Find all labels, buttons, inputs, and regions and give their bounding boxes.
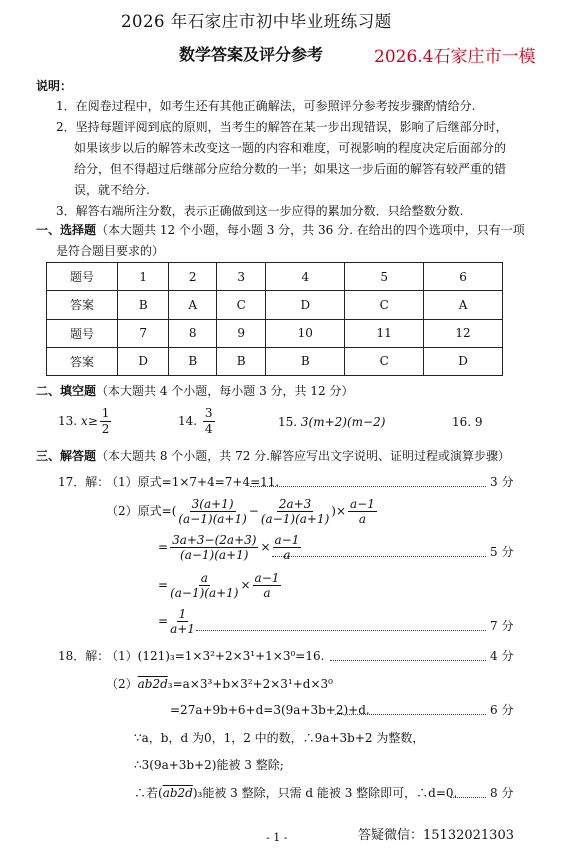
table-cell: D [424, 347, 503, 375]
answer-14 [178, 406, 217, 437]
table-cell: 11 [345, 319, 424, 347]
section1-desc2: 是符合题目要求的） [56, 244, 165, 258]
q17-step4-frac [170, 606, 195, 637]
q17-score3: 7 分 [490, 619, 514, 633]
table-row [47, 263, 503, 291]
q17-eq: = [158, 614, 169, 628]
q17-step4-num: 1 [178, 607, 187, 621]
q17-part2-prefix: （2）原式=( [106, 504, 177, 518]
leader-dots [272, 556, 486, 557]
q17-eq: = [158, 578, 169, 592]
q17-frac1 [178, 496, 246, 527]
page-number: - 1 - [266, 831, 288, 844]
q17-close-times: )× [331, 504, 347, 518]
table-cell: 12 [424, 319, 503, 347]
q17-times: × [260, 540, 271, 554]
q17-frac2-num: 2a+3 [278, 497, 312, 511]
answer-16-label: 16. [452, 415, 472, 429]
table-cell: 5 [345, 263, 424, 291]
table-cell: 3 [217, 263, 266, 291]
q17-frac2-den: (a−1)(a+1) [260, 512, 330, 526]
answer-14-num: 3 [204, 406, 213, 420]
q18-score2: 6 分 [490, 703, 514, 717]
table-header-cell: 答案 [47, 347, 118, 375]
answer-16-val: 9 [474, 415, 483, 429]
answer-15 [278, 414, 385, 430]
answer-table [46, 262, 503, 376]
answer-14-den: 4 [204, 422, 213, 436]
q17-part1: （1）原式=1×7+4=7+4=11. [106, 475, 280, 489]
section2-desc: （本大题共 4 个小题，每小题 3 分，共 12 分） [96, 384, 354, 398]
q17-step3-f-num: a−1 [254, 571, 280, 585]
table-cell: D [266, 291, 345, 319]
q17-step4-den: a+1 [170, 622, 195, 636]
table-cell: 9 [217, 319, 266, 347]
table-cell: B [169, 347, 217, 375]
table-cell: 6 [424, 263, 503, 291]
q18-overline-number: ab2d [137, 677, 168, 691]
q18-part2 [106, 676, 333, 692]
table-header-cell: 答案 [47, 291, 118, 319]
q17-step2-f-den: a [283, 548, 291, 562]
leader-dots [335, 714, 486, 715]
section2-heading: 二、填空题 [36, 384, 97, 398]
section2-line [36, 383, 353, 399]
q18-part2-expr: ₃=a×3³+b×3²+2×3¹+d×3⁰ [167, 677, 333, 691]
q18-line3: ∵a，b，d 为0，1，2 中的数，∴9a+3b+2 为整数， [134, 731, 425, 745]
answer-14-fraction [203, 406, 215, 437]
table-cell: C [345, 291, 424, 319]
instruction-item: 误，就不给分. [74, 183, 150, 197]
q18-line5-b: )₃能被 3 整除，只需 d 能被 3 整除即可，∴d=0. [192, 786, 458, 800]
q17-step3-num: a [200, 571, 208, 585]
leader-dots [450, 797, 486, 798]
table-cell: C [217, 291, 266, 319]
instructions-heading: 说明： [36, 79, 73, 93]
section3-heading: 三、解答题 [36, 449, 97, 463]
q17-step3 [158, 570, 283, 601]
page-subtitle: 数学答案及评分参考 [179, 45, 324, 64]
q17-step2-frac2 [273, 532, 302, 563]
q18-line4: ∴3(9a+3b+2)能被 3 整除; [134, 758, 284, 772]
exam-tag: 2026.4石家庄市一模 [374, 47, 536, 67]
q17-step4 [158, 606, 197, 637]
q17-part2-line1 [106, 496, 379, 527]
table-cell: 1 [118, 263, 169, 291]
answer-15-label: 15. [278, 415, 298, 429]
table-cell: D [118, 347, 169, 375]
answer-13 [58, 406, 113, 437]
answer-13-label: 13. [58, 414, 78, 428]
answer-13-sym: ≥ [87, 414, 98, 428]
q18-part1: （1）(121)₃=1×3²+2×3¹+1×3⁰=16. [106, 649, 325, 663]
section1-heading: 一、选择题 [36, 223, 97, 237]
q17-step2-num: 3a+3−(2a+3) [172, 533, 257, 547]
table-cell: 8 [169, 319, 217, 347]
answer-13-var: x [80, 414, 88, 428]
q17-frac3 [348, 496, 377, 527]
table-cell: 10 [266, 319, 345, 347]
table-row [47, 319, 503, 347]
q18-label: 18．解： [58, 649, 110, 663]
q18-line5-a: ∴若( [134, 786, 163, 800]
table-cell: B [118, 291, 169, 319]
q18-part2-prefix: （2） [106, 677, 138, 691]
q18-part2-line2: =27a+9b+6+d=3(9a+3b+2)+d. [170, 703, 370, 717]
table-cell: A [424, 291, 503, 319]
answer-13-den: 2 [101, 422, 110, 436]
q17-minus: − [248, 504, 259, 518]
instruction-item: 给分，但不得超过后继部分应给分数的一半；如果这一步后面的解答有较严重的错 [74, 162, 507, 176]
table-row [47, 347, 503, 375]
section3-desc: （本大题共 8 个小题，共 72 分.解答应写出文字说明、证明过程或演算步骤） [96, 449, 510, 463]
table-cell: B [266, 347, 345, 375]
instruction-item: 如果该步以后的解答未改变这一题的内容和难度，可视影响的程度决定后面部分的 [74, 141, 507, 155]
instruction-item: 3．解答右端所注分数，表示正确做到这一步应得的累加分数．只给整数分数. [56, 204, 464, 218]
table-cell: B [217, 347, 266, 375]
q18-line5 [134, 785, 457, 801]
answer-15-expr: 3(m+2)(m−2) [300, 415, 386, 429]
contact-info: 答疑微信：15132021303 [358, 828, 514, 843]
instruction-item: 1．在阅卷过程中，如考生还有其他正确解法，可参照评分参考按步骤酌情给分. [56, 99, 476, 113]
q17-eq: = [158, 540, 169, 554]
leader-dots [196, 630, 486, 631]
table-header-cell: 题号 [47, 263, 118, 291]
table-row [47, 291, 503, 319]
q17-step2-f-num: a−1 [274, 533, 300, 547]
table-cell: 2 [169, 263, 217, 291]
answer-13-num: 1 [101, 406, 110, 420]
q18-score1: 4 分 [490, 649, 514, 663]
answer-16 [452, 414, 483, 430]
q17-step2-frac [170, 532, 258, 563]
q17-frac1-num: 3(a+1) [191, 497, 234, 511]
q17-frac2 [261, 496, 329, 527]
q17-frac1-den: (a−1)(a+1) [178, 512, 247, 526]
q18-score3: 8 分 [490, 786, 514, 800]
q17-step3-den: (a−1)(a+1) [170, 586, 239, 600]
q17-score2: 5 分 [490, 545, 514, 559]
answer-14-label: 14. [178, 414, 198, 428]
table-header-cell: 题号 [47, 319, 118, 347]
q17-times: × [240, 578, 251, 592]
q17-frac3-num: a−1 [350, 497, 375, 511]
q17-step3-f-den: a [263, 586, 271, 600]
section1-desc: （本大题共 12 个小题，每小题 3 分，共 36 分. 在给出的四个选项中，只有一项 [96, 223, 525, 237]
leader-dots [330, 660, 486, 661]
answer-13-fraction [100, 406, 112, 437]
q17-step3-frac2 [253, 570, 282, 601]
q17-step2-den: (a−1)(a+1) [180, 548, 249, 562]
q17-score1: 3 分 [490, 475, 514, 489]
table-cell: 7 [118, 319, 169, 347]
q17-label: 17．解： [58, 475, 110, 489]
instruction-item: 2．坚持每题评阅到底的原则，当考生的解答在某一步出现错误，影响了后继部分时， [56, 120, 508, 134]
table-cell: A [169, 291, 217, 319]
leader-dots [250, 486, 486, 487]
table-cell: 4 [266, 263, 345, 291]
table-cell: C [345, 347, 424, 375]
q17-step3-frac [170, 570, 238, 601]
q17-step2 [158, 532, 303, 563]
q17-frac3-den: a [358, 512, 367, 526]
q18-overline-number: ab2d [162, 786, 193, 800]
page-title: 2026 年石家庄市初中毕业班练习题 [121, 12, 392, 31]
section3-line [36, 448, 510, 464]
section1-line [36, 222, 525, 238]
